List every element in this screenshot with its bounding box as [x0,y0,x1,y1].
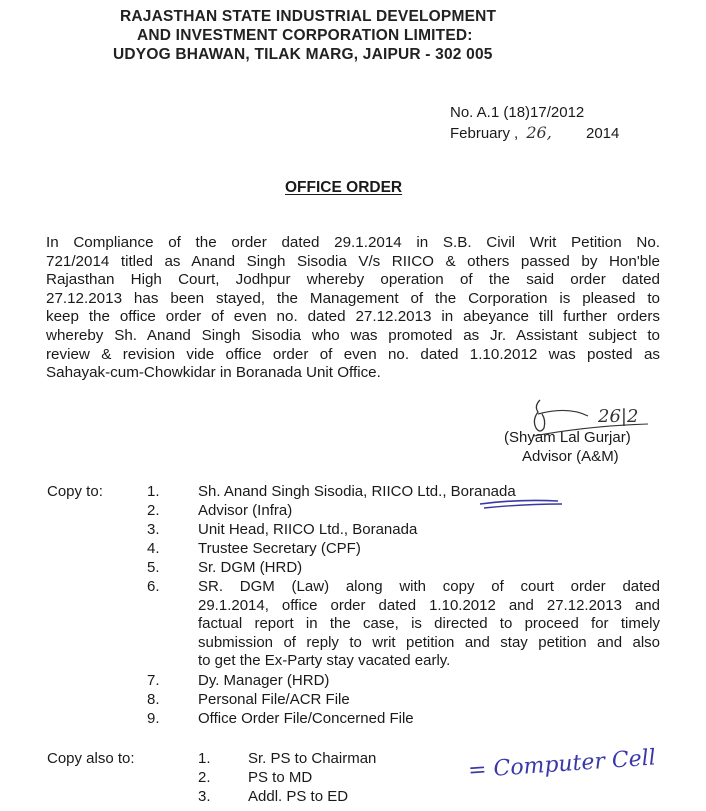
copy-to-item-1-text: Sh. Anand Singh Sisodia, RIICO Ltd., [198,483,451,500]
date-comma: , [514,125,519,142]
body-line: 27.12.2013 has been stayed, the Management of the Corporation is pleased to [46,289,660,307]
date-month: February [450,125,511,142]
copy-to-num-4: 4. [147,540,160,557]
body-line: In Compliance of the order dated 29.1.2014 in S.B. Civil Writ Petition No. [46,234,660,251]
letterhead-address: UDYOG BHAWAN, TILAK MARG, JAIPUR - 302 005 [113,46,493,63]
date-year: 2014 [586,125,620,142]
handwritten-note: = Computer Cell [467,745,657,784]
copy-to-item-8: Personal File/ACR File [198,691,350,708]
body-line: Rajasthan High Court, Jodhpur whereby operation of the said order dated [46,271,660,289]
copy-to-num-3: 3. [147,521,160,538]
copy-also-num-3: 3. [198,788,211,805]
body-line: Sahayak-cum-Chowkidar in Boranada Unit Office. [46,364,381,382]
reference-number: No. A.1 (18)17/2012 [450,104,585,121]
copy-to-num-8: 8. [147,691,160,708]
copy-also-item-2: PS to MD [248,769,313,786]
copy-also-item-3: Addl. PS to ED [248,788,349,805]
letterhead-line-1: RAJASTHAN STATE INDUSTRIAL DEVELOPMENT [120,8,497,25]
copy-also-num-1: 1. [198,750,211,767]
item-6-line: SR. DGM (Law) along with copy of court order dated [198,578,660,595]
copy-also-item-1: Sr. PS to Chairman [248,750,377,767]
copy-to-item-1-underlined: Boranada [450,483,516,500]
copy-to-item-2: Advisor (Infra) [198,502,293,519]
copy-to-num-5: 5. [147,559,160,576]
copy-to-num-6: 6. [147,578,160,595]
item-6-line: submission of reply to writ petition and stay petition and also [198,633,660,651]
copy-to-num-1: 1. [147,483,160,500]
copy-to-num-9: 9. [147,710,160,727]
signatory-name: (Shyam Lal Gurjar) [504,429,631,446]
copy-to-num-7: 7. [147,672,160,689]
copy-to-item-7: Dy. Manager (HRD) [198,672,330,689]
copy-to-item-4: Trustee Secretary (CPF) [198,540,361,557]
copy-to-item-5: Sr. DGM (HRD) [198,559,303,576]
signature-initials: 26|2 [598,406,639,427]
copy-also-to-label: Copy also to: [47,750,135,767]
signatory-designation: Advisor (A&M) [522,448,619,465]
copy-also-num-2: 2. [198,769,211,786]
date-day-handwritten: 26, [526,123,552,142]
body-line: whereby Sh. Anand Singh Sisodia who was promoted as Jr. Assistant subject to [46,326,660,344]
copy-to-item-6 [198,578,660,671]
copy-to-item-3: Unit Head, RIICO Ltd., Boranada [198,521,418,538]
copy-to-item-9: Office Order File/Concerned File [198,710,414,727]
item-6-line: to get the Ex-Party stay vacated early. [198,652,451,670]
order-body [46,234,660,383]
page-title: OFFICE ORDER [285,179,403,196]
copy-to-item-1 [198,483,516,500]
letterhead-line-2: AND INVESTMENT CORPORATION LIMITED: [137,27,473,44]
body-line: review & revision vide office order of even no. dated 1.10.2012 was posted as [46,345,660,363]
handwritten-underline [478,496,564,510]
item-6-line: 29.1.2014, office order dated 1.10.2012 and 27.12.2013 and [198,596,660,614]
item-6-line: factual report in the case, is directed to proceed for timely [198,615,660,633]
body-line: 721/2014 titled as Anand Singh Sisodia V/s RIICO & others passed by Hon'ble [46,252,660,270]
copy-to-num-2: 2. [147,502,160,519]
copy-to-label: Copy to: [47,483,103,500]
body-line: keep the office order of even no. dated 27.12.2013 in abeyance till further orders [46,308,660,326]
reference-date [450,123,619,142]
